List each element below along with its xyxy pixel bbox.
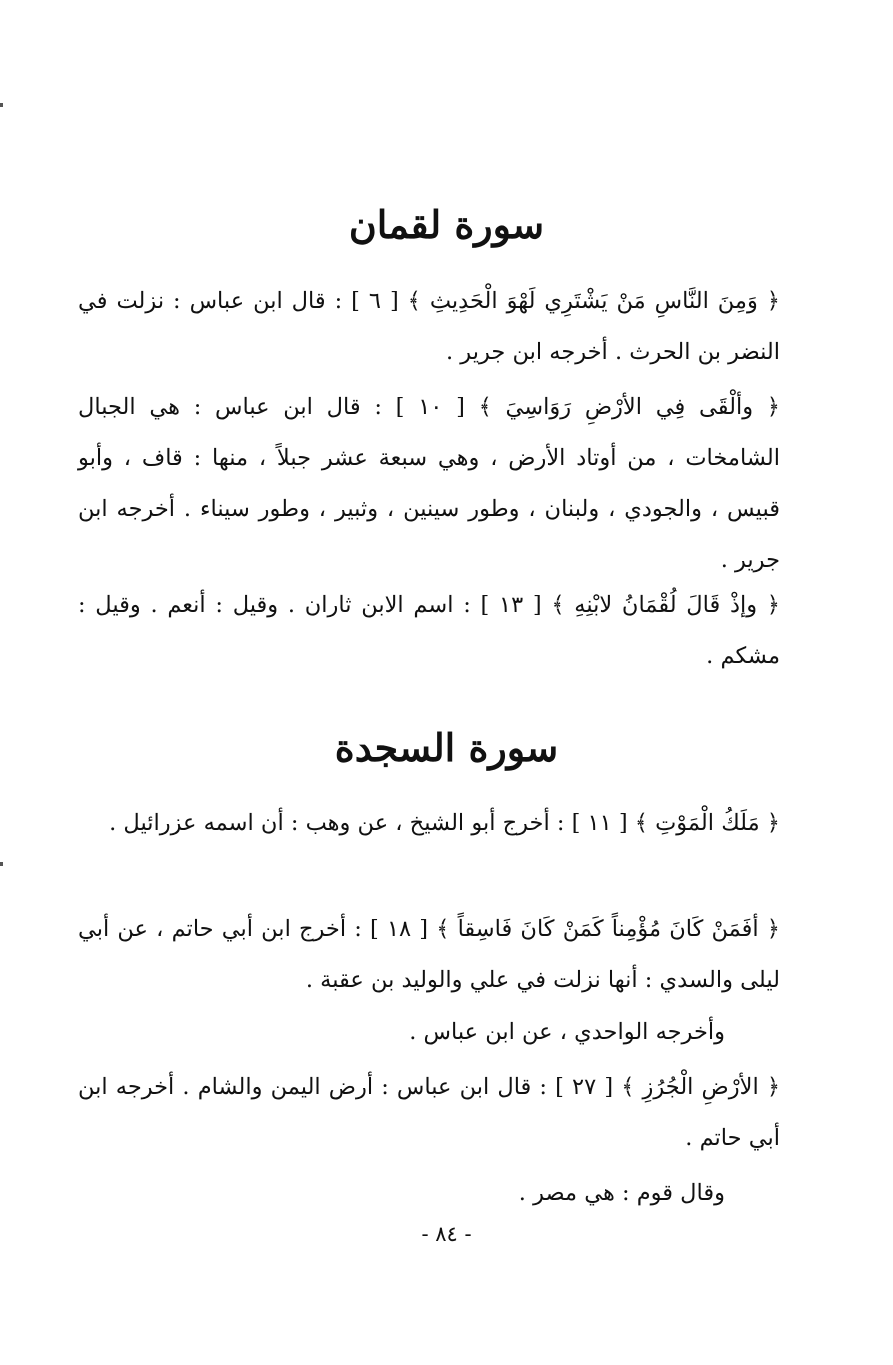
page-number: - ٨٤ - [421, 1222, 472, 1246]
entry-sajda-27-note: وقال قوم : هي مصر . [518, 1180, 725, 1206]
scan-edge-mark [0, 862, 3, 866]
entry-sajda-18: ﴿ أفَمَنْ كَانَ مُؤْمِناً كَمَنْ كَانَ فَاسِقاً ﴾ [ ١٨ ] : أخرج ابن أبي حاتم ، عن أبي ليلى والسدي : أنها نزلت في علي والوليد بن عقبة . [78, 916, 780, 993]
entry-luqman-13: ﴿ وإذْ قَالَ لُقْمَانُ لابْنِهِ ﴾ [ ١٣ ] : اسم الابن ثاران . وقيل : أنعم . وقيل : مشكم . [78, 592, 780, 669]
surah-title-luqman: سورة لقمان [348, 202, 545, 247]
entry-sajda-27: ﴿ الأرْضِ الْجُرُزِ ﴾ [ ٢٧ ] : قال ابن عباس : أرض اليمن والشام . أخرجه ابن أبي حاتم . [78, 1074, 781, 1151]
entry-luqman-10: ﴿ وألْقَى فِي الأرْضِ رَوَاسِيَ ﴾ [ ١٠ ] : قال ابن عباس : هي الجبال الشامخات ، من أوتاد الأرض ، وهي سبعة عشر جبلاً ، منها : قاف ، وأبو قبيس ، والجودي ، ولبنان ، وطور سينين ، وثبير ، وطور سيناء . أخرجه ابن جرير . [78, 394, 780, 573]
scan-edge-mark [0, 103, 3, 107]
entry-sajda-11: ﴿ مَلَكُ الْمَوْتِ ﴾ [ ١١ ] : أخرج أبو الشيخ ، عن وهب : أن اسمه عزرائيل . [109, 810, 780, 836]
entry-sajda-18-note: وأخرجه الواحدي ، عن ابن عباس . [409, 1019, 725, 1045]
surah-title-sajda: سورة السجدة [334, 725, 559, 770]
entry-luqman-6: ﴿ وَمِنَ النَّاسِ مَنْ يَشْتَرِي لَهْوَ الْحَدِيثِ ﴾ [ ٦ ] : قال ابن عباس : نزلت في النضر بن الحرث . أخرجه ابن جرير . [78, 288, 780, 365]
